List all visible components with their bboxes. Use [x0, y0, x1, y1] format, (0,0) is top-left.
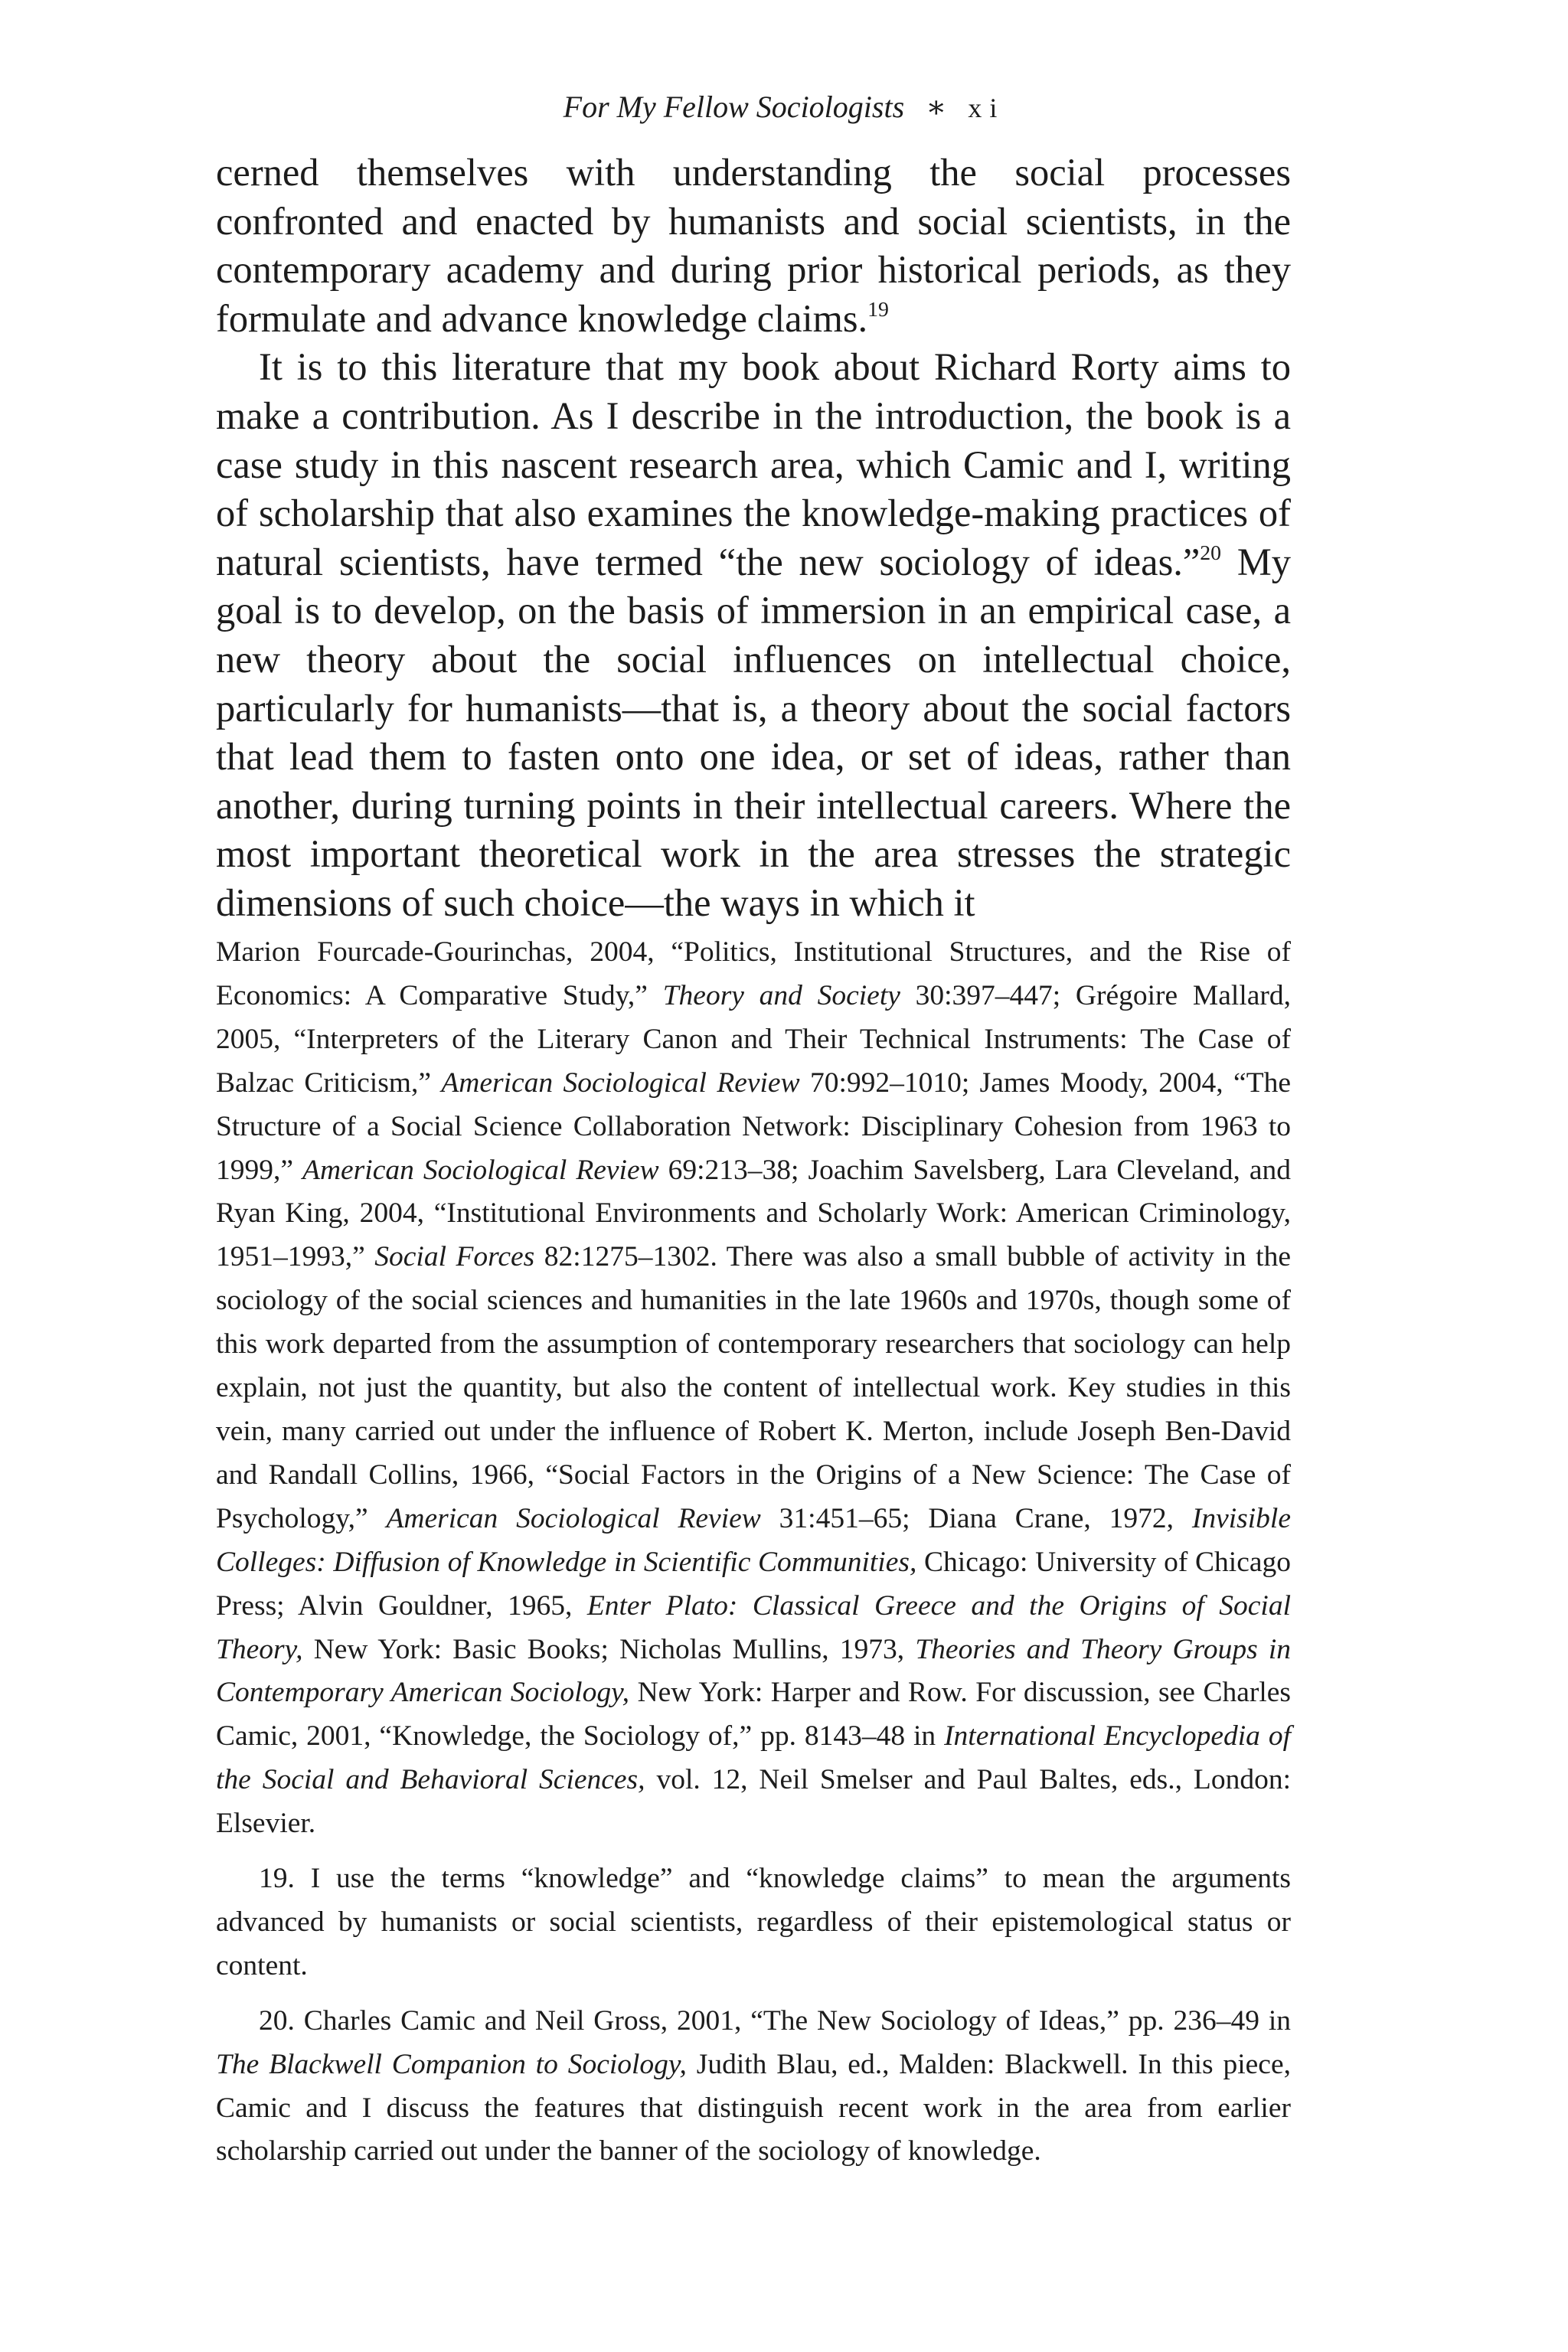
footnote-italic-run: Theory and Society [662, 979, 900, 1011]
running-head [0, 86, 1568, 129]
footnote-italic-run: American Sociological Review [302, 1154, 659, 1186]
footnote-italic-run: American Sociological Review [386, 1502, 761, 1534]
paragraph-text: My goal is to develop, on the basis of immersion in an empirical case, a new theory about the social influences on intellectual choice, particularly for humanists—that is, a theory about the social factors that lead them to fasten onto one idea, or set of ideas, rather than another, during turning points in their intellectual careers. Where the most important theoretical work in the area stresses the strategic dimensions of such choice—the ways in which it [216, 540, 1291, 924]
page-number: xi [968, 93, 1005, 123]
footnote-italic-run: Invisible Colleges: Diffusion of Knowledge in Scientific Communities, [216, 1502, 1291, 1578]
footnote-italic-run: International Encyclopedia of the Social and Behavioral Sciences, [216, 1720, 1291, 1796]
footnote-text-run: Marion Fourcade-Gourinchas, 2004, “Politics, Institutional Structures, and the Rise of Economics: A Comparative Study,” [216, 936, 1291, 1011]
footnote-italic-run: The Blackwell Companion to Sociology, [216, 2048, 687, 2080]
footnote-text-run: 69:213–38; Joachim Savelsberg, Lara Cleveland, and Ryan King, 2004, “Institutional Environments and Scholarly Work: American Criminology, 1951–1993,” [216, 1154, 1291, 1273]
footnote-text-run: vol. 12, Neil Smelser and Paul Baltes, eds., London: Elsevier. [216, 1764, 1291, 1840]
footnote-italic-run: Theories and Theory Groups in Contemporary American Sociology, [216, 1633, 1291, 1709]
footnote-italic-run: American Sociological Review [441, 1067, 800, 1099]
footnote-text-run: New York: Basic Books; Nicholas Mullins, 1973, [302, 1633, 916, 1665]
paragraph-text: It is to this literature that my book about Richard Rorty aims to make a contribution. As I describe in the introduction, the book is a case study in this nascent research area, which Camic and I, writing of scholarship that also examines the knowledge-making practices of natural scientists, have termed “the new sociology of ideas.” [216, 345, 1291, 583]
footnote-text-run: 30:397–447; Grégoire Mallard, 2005, “Interpreters of the Literary Canon and Their Technical Instruments: The Case of Balzac Criticism,” [216, 979, 1291, 1099]
main-text [216, 149, 1291, 928]
footnote-text-run: 20. Charles Camic and Neil Gross, 2001, “The New Sociology of Ideas,” pp. 236–49 in [259, 2004, 1291, 2037]
footnote-italic-run: Enter Plato: Classical Greece and the Origins of Social Theory, [216, 1589, 1291, 1665]
note-reference-20[interactable]: 20 [1200, 541, 1222, 565]
body-paragraph [216, 149, 1291, 343]
paragraph-text: cerned themselves with understanding the social processes confronted and enacted by humanists and social scientists, in the contemporary academy and during prior historical periods, as they formulate and advance knowledge claims. [216, 151, 1291, 340]
footnote-text-run: 82:1275–1302. There was also a small bubble of activity in the sociology of the social sciences and humanities in the late 1960s and 1970s, though some of this work departed from the assumption of contemporary researchers that sociology can help explain, not just the quantity, but also the content of intellectual work. Key studies in this vein, many carried out under the influence of Robert K. Merton, include Joseph Ben-David and Randall Collins, 1966, “Social Factors in the Origins of a New Science: The Case of Psychology,” [216, 1241, 1291, 1534]
footnote-italic-run: Social Forces [374, 1241, 535, 1273]
running-title: For My Fellow Sociologists [563, 90, 905, 124]
footnote-19 [216, 1857, 1291, 1988]
body-paragraph [216, 343, 1291, 927]
separator-asterisk: ∗ [926, 90, 947, 124]
footnotes [216, 931, 1291, 2185]
footnote-text-run: 70:992–1010; James Moody, 2004, “The Structure of a Social Science Collaboration Network: Disciplinary Cohesion from 1963 to 1999,” [216, 1067, 1291, 1186]
footnote-text-run: Chicago: University of Chicago Press; Alvin Gouldner, 1965, [216, 1546, 1291, 1622]
note-reference-19[interactable]: 19 [867, 297, 889, 322]
footnote-text-run: Judith Blau, ed., Malden: Blackwell. In this piece, Camic and I discuss the features that distinguish recent work in the area from earlier scholarship carried out under the banner of the sociology of knowledge. [216, 2048, 1291, 2167]
footnote-continued [216, 931, 1291, 1846]
footnote-text-run: New York: Harper and Row. For discussion, see Charles Camic, 2001, “Knowledge, the Sociology of,” pp. 8143–48 in [216, 1677, 1292, 1753]
footnote-text-run: 31:451–65; Diana Crane, 1972, [760, 1502, 1192, 1534]
footnote-text-run: 19. I use the terms “knowledge” and “knowledge claims” to mean the arguments advanced by humanists or social scientists, regardless of their epistemological status or content. [216, 1863, 1291, 1981]
footnote-20 [216, 2000, 1291, 2174]
